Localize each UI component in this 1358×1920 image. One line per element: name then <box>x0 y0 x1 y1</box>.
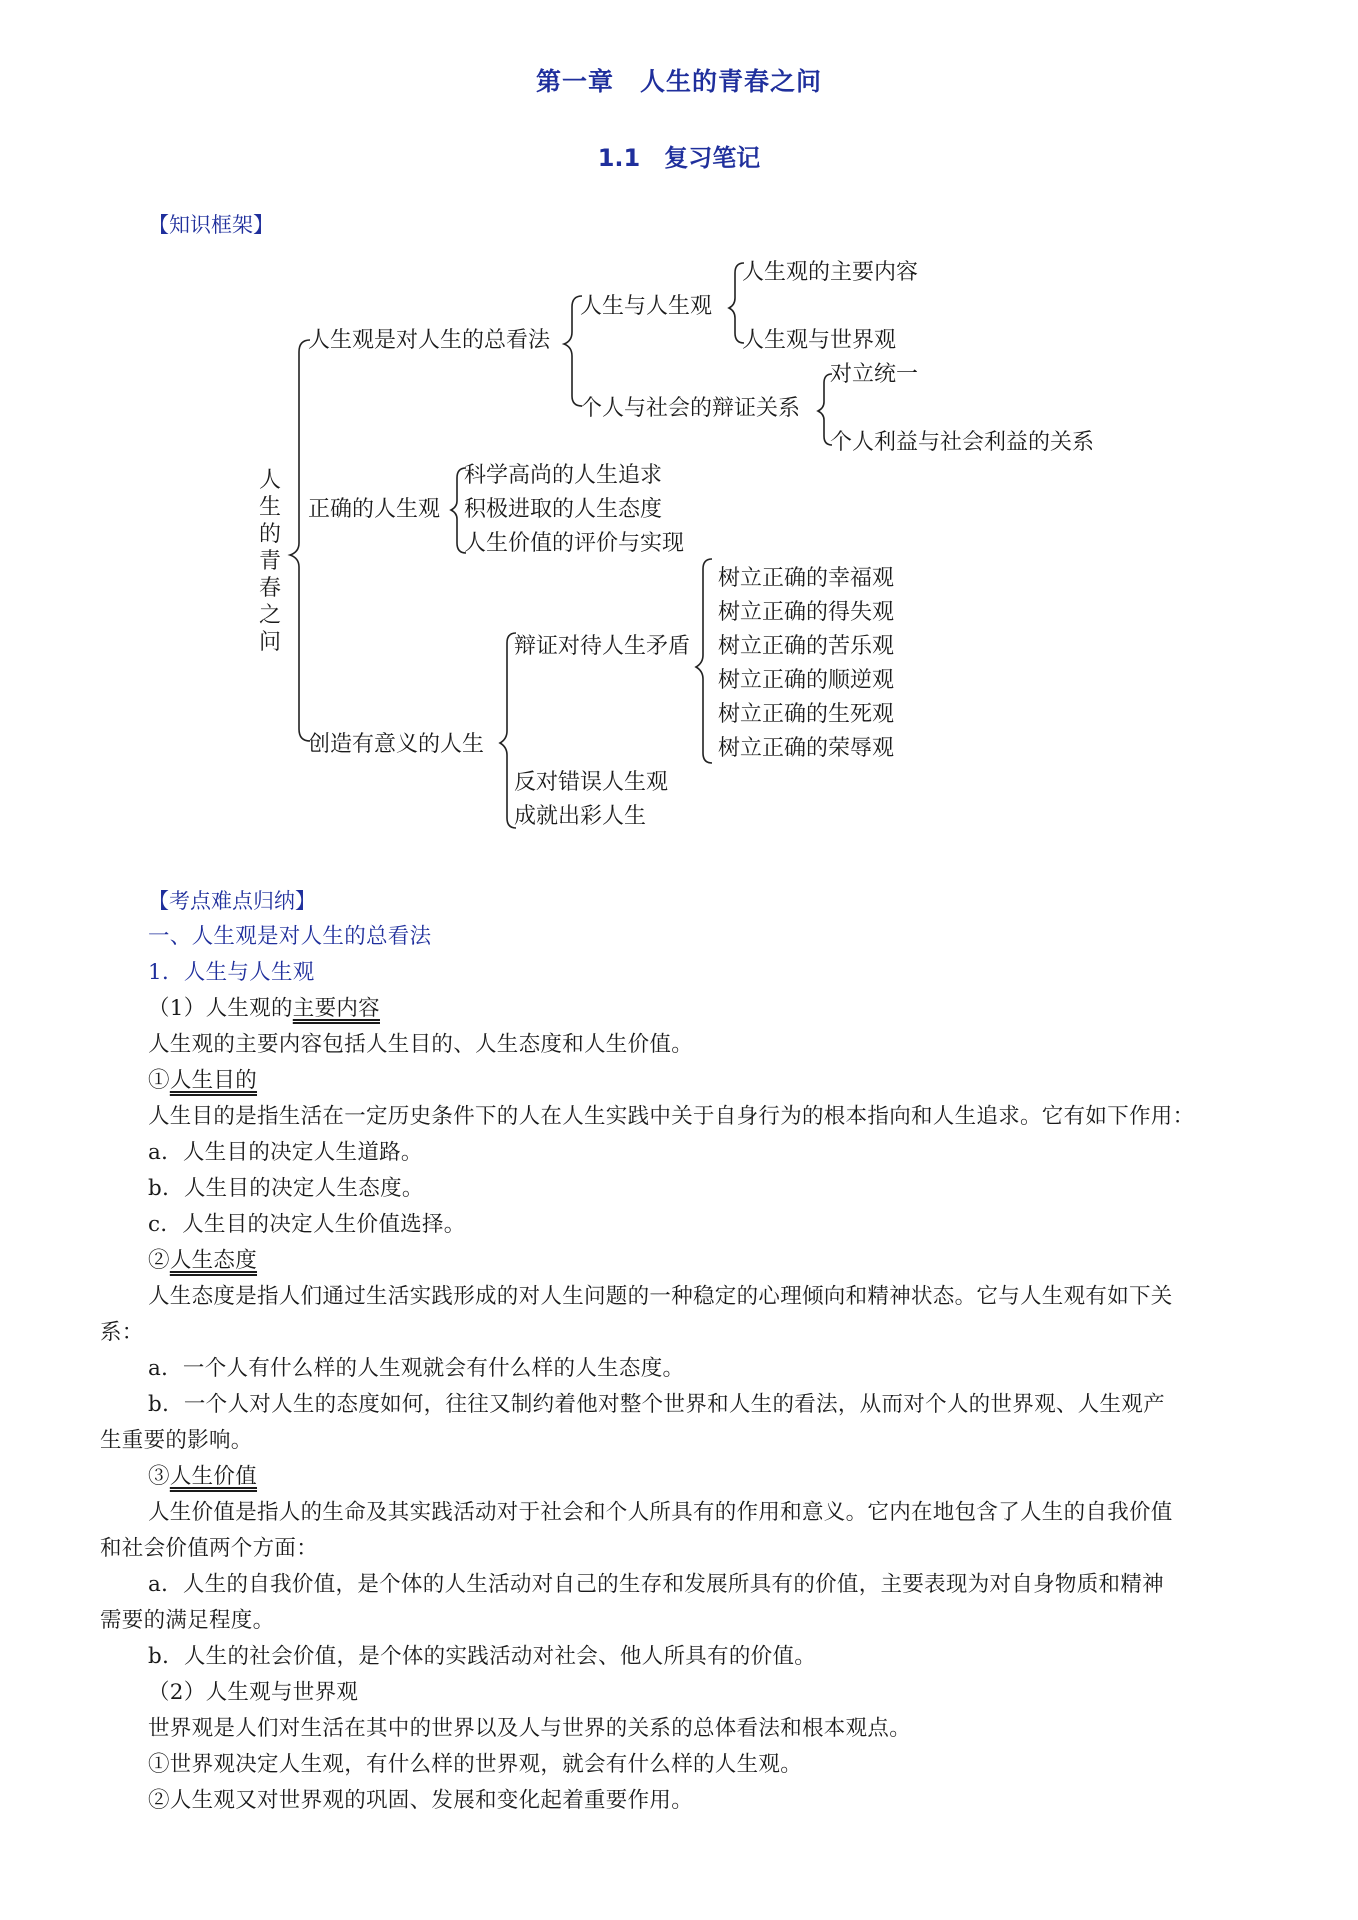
paragraph-12 <box>148 1462 257 1492</box>
subsection-heading-1: 1．人生与人生观 <box>148 960 315 985</box>
paragraph-6: b．人生目的决定人生态度。 <box>148 1176 424 1201</box>
branch-3: 创造有意义的人生 <box>308 732 485 757</box>
paragraph-3 <box>148 1066 257 1096</box>
summary-heading: 【考点难点归纳】 <box>148 889 316 913</box>
paragraph-12-underlined: 人生价值 <box>169 1464 258 1489</box>
root-char: 问 <box>258 630 281 655</box>
branch-1-2-1: 对立统一 <box>830 362 919 387</box>
paragraph-15: b．人生的社会价值，是个体的实践活动对社会、他人所具有的价值。 <box>148 1644 817 1669</box>
paragraph-17: 世界观是人们对生活在其中的世界以及人与世界的关系的总体看法和根本观点。 <box>148 1716 912 1741</box>
branch-3-1-2: 树立正确的得失观 <box>718 600 895 625</box>
paragraph-14-line-2: 需要的满足程度。 <box>100 1608 275 1633</box>
root-char: 春 <box>258 576 281 601</box>
paragraph-5: a．人生目的决定人生道路。 <box>148 1140 423 1165</box>
paragraph-14-line-1: a．人生的自我价值，是个体的人生活动对自己的生存和发展所具有的价值，主要表现为对自身物质和精神 <box>148 1572 1164 1597</box>
b3-1-brace <box>696 559 712 763</box>
branch-3-3: 成就出彩人生 <box>514 804 647 829</box>
paragraph-9-line-1: 人生态度是指人们通过生活实践形成的对人生问题的一种稳定的心理倾向和精神状态。它与人生观有如下关 <box>148 1284 1173 1309</box>
branch-2-2: 积极进取的人生态度 <box>464 497 663 522</box>
root-brace <box>290 340 310 741</box>
paragraph-1-underlined: 主要内容 <box>292 996 380 1021</box>
framework-heading: 【知识框架】 <box>148 213 274 237</box>
paragraph-2: 人生观的主要内容包括人生目的、人生态度和人生价值。 <box>148 1032 694 1057</box>
branch-1-1: 人生与人生观 <box>580 294 713 319</box>
chapter-title: 第一章 人生的青春之问 <box>535 67 822 96</box>
section-title: 1.1 复习笔记 <box>597 144 761 172</box>
paragraph-8 <box>148 1246 257 1276</box>
branch-3-1-6: 树立正确的荣辱观 <box>718 736 895 761</box>
paragraph-18: ①世界观决定人生观，有什么样的世界观，就会有什么样的人生观。 <box>148 1752 803 1777</box>
branch-1-1-2: 人生观与世界观 <box>742 328 897 353</box>
root-char: 之 <box>258 603 281 628</box>
paragraph-13-line-1: 人生价值是指人的生命及其实践活动对于社会和个人所具有的作用和意义。它内在地包含了人生的自我价值 <box>148 1500 1173 1525</box>
paragraph-1 <box>148 994 380 1024</box>
paragraph-7: c．人生目的决定人生价值选择。 <box>148 1212 466 1237</box>
branch-3-1-5: 树立正确的生死观 <box>718 702 895 727</box>
root-char: 青 <box>258 549 281 574</box>
paragraph-3-prefix: ① <box>148 1068 170 1093</box>
paragraph-16: （2）人生观与世界观 <box>148 1680 359 1705</box>
root-char: 生 <box>258 495 281 520</box>
b3-brace <box>500 633 516 828</box>
paragraph-9-line-2: 系： <box>100 1320 144 1345</box>
branch-2-3: 人生价值的评价与实现 <box>464 531 685 556</box>
paragraph-13-line-2: 和社会价值两个方面： <box>100 1536 319 1561</box>
paragraph-1-prefix: （1）人生观的 <box>148 996 293 1021</box>
section-heading-1: 一、人生观是对人生的总看法 <box>148 924 432 949</box>
branch-1: 人生观是对人生的总看法 <box>308 328 551 353</box>
paragraph-11-line-2: 生重要的影响。 <box>100 1428 253 1453</box>
mindmap-root <box>257 467 283 656</box>
paragraph-12-prefix: ③ <box>148 1464 170 1489</box>
branch-1-2-2: 个人利益与社会利益的关系 <box>830 430 1095 455</box>
branch-3-1-1: 树立正确的幸福观 <box>718 566 895 591</box>
branch-2-1: 科学高尚的人生追求 <box>464 463 663 488</box>
branch-3-1-3: 树立正确的苦乐观 <box>718 634 895 659</box>
branch-3-1-4: 树立正确的顺逆观 <box>718 668 895 693</box>
branch-3-2: 反对错误人生观 <box>514 770 669 795</box>
root-char: 的 <box>258 522 281 547</box>
branch-1-1-1: 人生观的主要内容 <box>742 260 919 285</box>
paragraph-11-line-1: b．一个人对人生的态度如何，往往又制约着他对整个世界和人生的看法，从而对个人的世界观、人生观产 <box>148 1392 1165 1417</box>
paragraph-8-prefix: ② <box>148 1248 170 1273</box>
paragraph-10: a．一个人有什么样的人生观就会有什么样的人生态度。 <box>148 1356 685 1381</box>
paragraph-3-underlined: 人生目的 <box>169 1068 258 1093</box>
branch-3-1: 辩证对待人生矛盾 <box>514 634 691 659</box>
paragraph-8-underlined: 人生态度 <box>169 1248 258 1273</box>
branch-1-2: 个人与社会的辩证关系 <box>580 396 801 421</box>
paragraph-19: ②人生观又对世界观的巩固、发展和变化起着重要作用。 <box>148 1788 694 1813</box>
branch-2: 正确的人生观 <box>308 497 441 522</box>
paragraph-4: 人生目的是指生活在一定历史条件下的人在人生实践中关于自身行为的根本指向和人生追求。它有如下作用： <box>148 1104 1195 1129</box>
root-char: 人 <box>258 468 281 493</box>
